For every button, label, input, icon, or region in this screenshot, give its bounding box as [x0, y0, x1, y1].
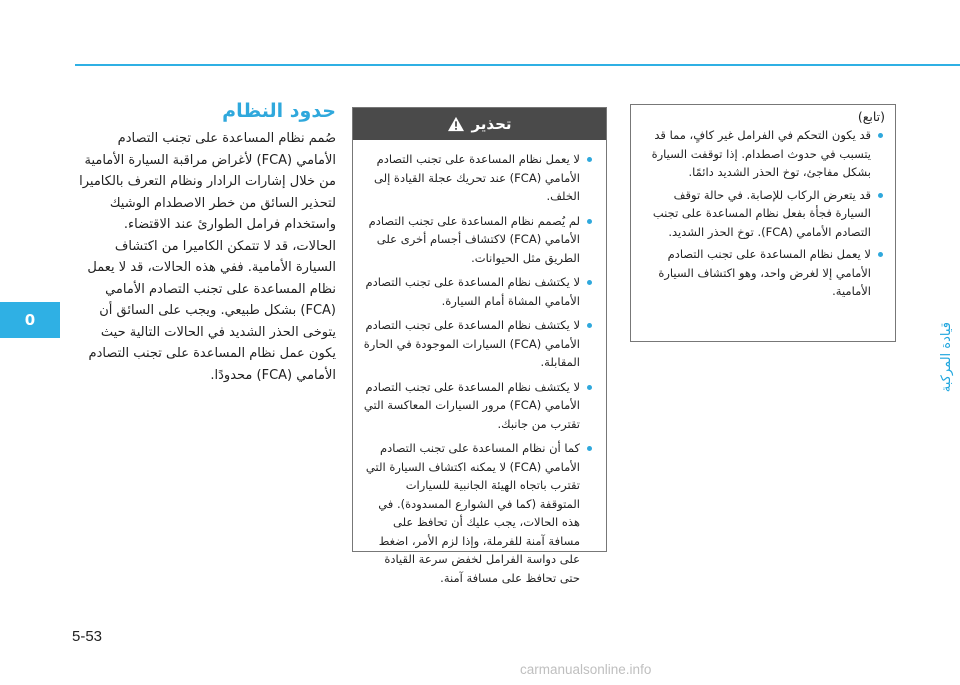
warning-item: لا يكتشف نظام المساعدة على تجنب التصادم الأمامي (FCA) السيارات الموجودة في الحارة المقابلة. — [363, 316, 594, 372]
chapter-side-label: قيادة المركبة — [939, 322, 954, 393]
main-column — [78, 100, 336, 386]
warning-triangle-icon — [447, 116, 465, 132]
body-paragraph: صُمم نظام المساعدة على تجنب التصادم الأمامي (FCA) لأغراض مراقبة السيارة الأمامية من خلال إشارات الرادار ونظام التعرف بالكاميرا لتحذير السائق من خطر الاصطدام الوشيك واستخدام فرامل الطوارئ عند الاقتضاء. — [79, 131, 336, 232]
section-title: حدود النظام — [222, 100, 336, 122]
body-paragraph: الحالات، قد لا تتمكن الكاميرا من اكتشاف السيارة الأمامية. ففي هذه الحالات، قد لا يعمل نظام المساعدة على تجنب التصادم الأمامي (FCA) بشكل طبيعي. ويجب على السائق أن يتوخى الحذر الشديد في الحالات التالية حيث يكون عمل نظام المساعدة على تجنب التصادم الأمامي (FCA) محدودًا. — [87, 238, 336, 383]
top-divider — [75, 64, 960, 66]
warning-item: لم يُصمم نظام المساعدة على تجنب التصادم الأمامي (FCA) لاكتشاف أجسام أخرى على الطريق مثل الحيوانات. — [363, 212, 594, 268]
warning-item: لا يكتشف نظام المساعدة على تجنب التصادم الأمامي المشاة أمام السيارة. — [363, 273, 594, 310]
note-item: لا يعمل نظام المساعدة على تجنب التصادم الأمامي إلا لغرض واحد، وهو اكتشاف السيارة الأمامية. — [641, 245, 885, 301]
note-item: قد يتعرض الركاب للإصابة. في حالة توقف السيارة فجأة بفعل نظام المساعدة على تجنب التصادم الأمامي (FCA). توخ الحذر الشديد. — [641, 186, 885, 242]
note-heading: (تابع) — [857, 109, 885, 124]
warning-box — [352, 107, 607, 585]
note-box — [630, 104, 896, 342]
warning-header — [353, 108, 606, 140]
warning-label: تحذير — [471, 115, 512, 133]
chapter-tab: 0 — [0, 302, 60, 338]
note-item: قد يكون التحكم في الفرامل غير كافٍ، مما قد يتسبب في حدوث اصطدام. إذا توقفت السيارة بشكل مفاجئ، توخ الحذر الشديد دائمًا. — [641, 126, 885, 182]
warning-item: لا يعمل نظام المساعدة على تجنب التصادم الأمامي (FCA) عند تحريك عجلة القيادة إلى الخلف. — [363, 150, 594, 206]
page-number: 5-53 — [72, 628, 103, 645]
note-list — [641, 126, 885, 301]
warning-item: لا يكتشف نظام المساعدة على تجنب التصادم الأمامي (FCA) مرور السيارات المعاكسة التي تقترب من جانبك. — [363, 378, 594, 434]
warning-item: كما أن نظام المساعدة على تجنب التصادم الأمامي (FCA) لا يمكنه اكتشاف السيارة التي تقترب باتجاه الهيئة الجانبية للسيارات المتوقفة (كما في الشوارع المسدودة). في هذه الحالات، يجب عليك أن تحافظ على مسافة آمنة للفرملة، وإذا لزم الأمر، اضغط على دواسة الفرامل لخفض سرعة القيادة حتى تحافظ على مسافة آمنة. — [363, 439, 594, 587]
watermark: carmanualsonline.info — [520, 662, 652, 677]
warning-list — [363, 150, 594, 587]
